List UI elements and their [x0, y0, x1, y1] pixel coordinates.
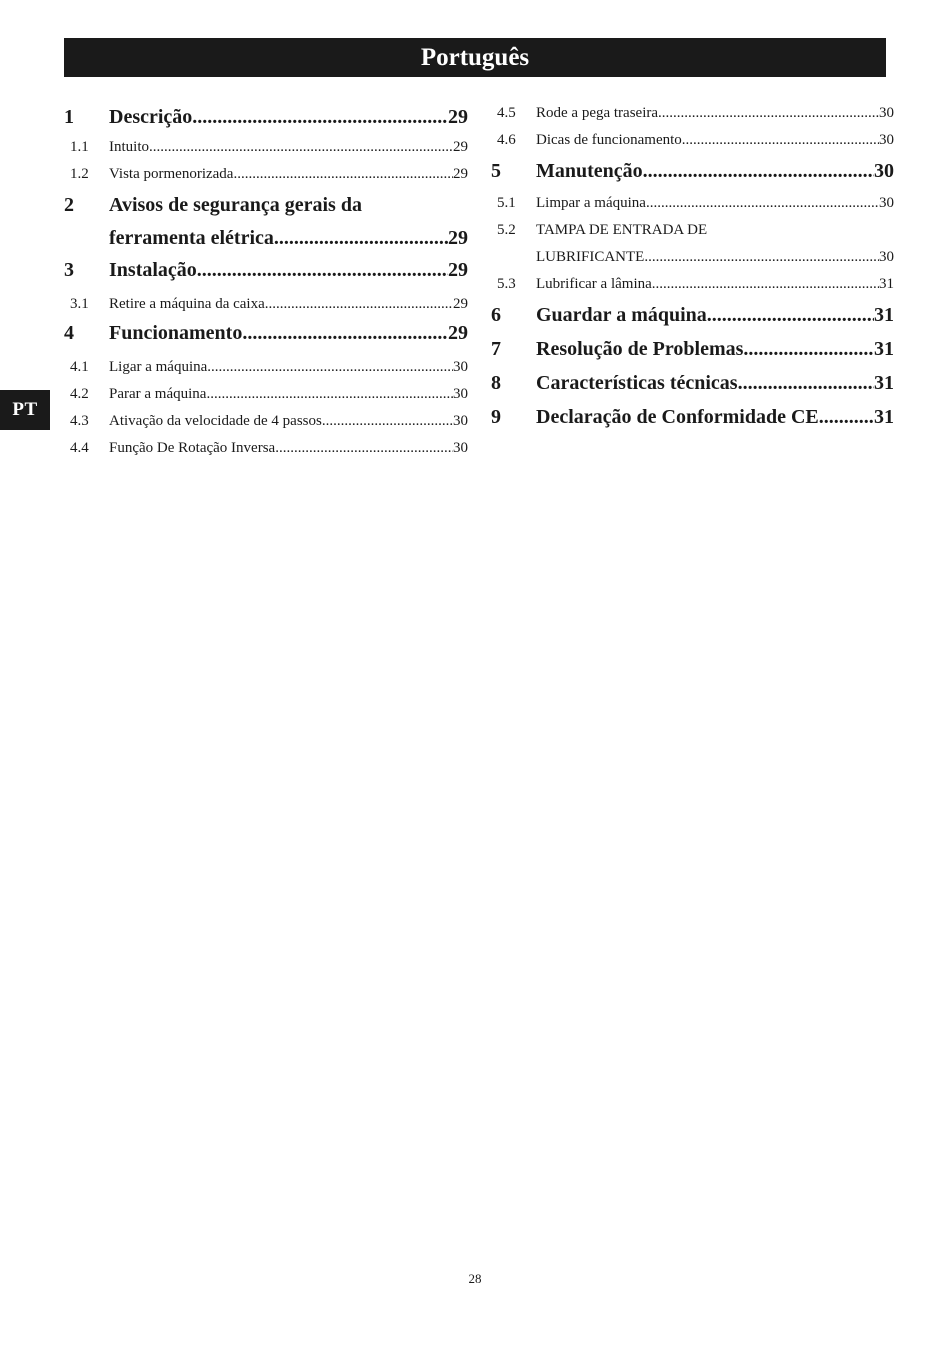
toc-entry-1[interactable]	[64, 97, 468, 129]
toc-label: Instalação	[109, 259, 197, 281]
toc-entry-6[interactable]	[491, 293, 894, 327]
toc-label: Função De Rotação Inversa	[109, 440, 276, 456]
toc-entry-5-2-line1[interactable]	[491, 212, 894, 239]
toc-leader	[738, 372, 874, 395]
toc-leader	[265, 296, 453, 313]
toc-number: 4.2	[70, 386, 89, 402]
toc-page: 29	[453, 296, 468, 312]
toc-label: Manutenção	[536, 160, 643, 182]
toc-entry-5-1[interactable]	[491, 183, 894, 212]
toc-label-line1: TAMPA DE ENTRADA DE	[536, 222, 708, 238]
toc-page: 29	[448, 259, 468, 281]
toc-label: Dicas de funcionamento	[536, 132, 682, 148]
toc-page: 31	[874, 304, 894, 326]
toc-leader	[233, 166, 453, 183]
toc-number: 3.1	[70, 296, 89, 312]
toc-leader	[192, 106, 448, 129]
toc-leader	[707, 304, 874, 327]
toc-number: 1.1	[70, 139, 89, 155]
toc-label: Intuito	[109, 139, 149, 155]
toc-number: 1	[64, 106, 74, 128]
toc-leader	[743, 338, 874, 361]
toc-page: 29	[448, 106, 468, 128]
toc-label: Lubrificar a lâmina	[536, 276, 652, 292]
toc-entry-2-line1[interactable]	[64, 183, 468, 217]
toc-entry-8[interactable]	[491, 361, 894, 395]
toc-entry-4[interactable]	[64, 313, 468, 345]
toc-entry-4-2[interactable]	[64, 376, 468, 403]
toc-number: 4.3	[70, 413, 89, 429]
toc-page: 29	[453, 166, 468, 182]
toc-number: 7	[491, 338, 501, 360]
toc-page: 31	[879, 276, 894, 292]
toc-label: Declaração de Conformidade CE.	[536, 406, 824, 428]
toc-page: 30	[879, 195, 894, 211]
toc-number: 3	[64, 259, 74, 281]
toc-number: 2	[64, 194, 74, 216]
toc-leader	[197, 259, 448, 282]
toc-entry-4-5[interactable]	[491, 95, 894, 122]
toc-number: 8	[491, 372, 501, 394]
toc-number: 5.1	[497, 195, 516, 211]
toc-number: 6	[491, 304, 501, 326]
toc-label-line1: Avisos de segurança gerais da	[109, 194, 362, 216]
toc-number: 4	[64, 322, 74, 344]
toc-page: 30	[879, 105, 894, 121]
toc-entry-5-2-line2[interactable]	[491, 239, 894, 266]
toc-entry-9[interactable]	[491, 395, 894, 429]
toc-entry-1-2[interactable]	[64, 156, 468, 183]
toc-label: Funcionamento	[109, 322, 243, 344]
section-title-banner	[64, 38, 886, 77]
toc-label: Descrição	[109, 106, 193, 128]
toc-leader	[207, 359, 453, 376]
toc-number: 4.1	[70, 359, 89, 375]
toc-number: 5	[491, 160, 501, 182]
toc-leader	[149, 139, 453, 156]
toc-leader	[206, 386, 453, 403]
toc-entry-1-1[interactable]	[64, 129, 468, 156]
toc-entry-4-1[interactable]	[64, 345, 468, 376]
toc-page: 30	[453, 413, 468, 429]
toc-column-right	[491, 95, 894, 429]
toc-page: 30	[453, 440, 468, 456]
toc-page: 31	[874, 406, 894, 428]
toc-label: LUBRIFICANTE	[536, 249, 645, 265]
toc-entry-7[interactable]	[491, 327, 894, 361]
toc-label: Ligar a máquina	[109, 359, 208, 375]
toc-number: 4.5	[497, 105, 516, 121]
toc-page: 30	[879, 249, 894, 265]
toc-leader	[646, 195, 879, 212]
toc-page: 30	[879, 132, 894, 148]
section-title: Português	[420, 43, 530, 71]
toc-page: 29	[448, 227, 468, 249]
toc-label: Resolução de Problemas	[536, 338, 744, 360]
toc-page: 31	[874, 372, 894, 394]
toc-leader	[322, 413, 453, 430]
toc-number: 1.2	[70, 166, 89, 182]
toc-label: Parar a máquina	[109, 386, 207, 402]
page-number: 28	[468, 1271, 482, 1286]
toc-page: 31	[874, 338, 894, 360]
toc-number: 9	[491, 406, 501, 428]
toc-label: Retire a máquina da caixa	[109, 296, 265, 312]
toc-leader	[275, 440, 453, 457]
toc-page: 29	[448, 322, 468, 344]
toc-number: 5.3	[497, 276, 516, 292]
language-tab	[0, 390, 50, 430]
toc-entry-4-3[interactable]	[64, 403, 468, 430]
toc-entry-5-3[interactable]	[491, 266, 894, 293]
toc-leader	[643, 160, 874, 183]
toc-page: 30	[453, 386, 468, 402]
toc-leader	[644, 249, 879, 266]
toc-number: 4.4	[70, 440, 89, 456]
toc-label: Vista pormenorizada	[109, 166, 234, 182]
toc-page: 29	[453, 139, 468, 155]
toc-number: 4.6	[497, 132, 516, 148]
language-tab-label: PT	[12, 399, 38, 420]
toc-label: Rode a pega traseira	[536, 105, 659, 121]
toc-leader	[658, 105, 879, 122]
toc-page: 30	[874, 160, 894, 182]
toc-column-left	[64, 97, 468, 457]
toc-label: Guardar a máquina	[536, 304, 707, 326]
toc-page: 30	[453, 359, 468, 375]
toc-number: 5.2	[497, 222, 516, 238]
toc-leader	[652, 276, 879, 293]
toc-entry-4-4[interactable]	[64, 430, 468, 457]
toc-entry-4-6[interactable]	[491, 122, 894, 149]
toc-entry-5[interactable]	[491, 149, 894, 183]
toc-label: Ativação da velocidade de 4 passos	[109, 413, 322, 429]
toc-entry-2-line2[interactable]	[64, 217, 468, 250]
toc-label: Características técnicas	[536, 372, 738, 394]
toc-label: Limpar a máquina	[536, 195, 646, 211]
toc-entry-3[interactable]	[64, 250, 468, 282]
toc-entry-3-1[interactable]	[64, 282, 468, 313]
toc-leader	[682, 132, 879, 149]
toc-leader	[274, 227, 448, 250]
toc-leader	[242, 322, 448, 345]
toc-leader	[824, 406, 874, 429]
toc-label: ferramenta elétrica	[109, 227, 274, 249]
